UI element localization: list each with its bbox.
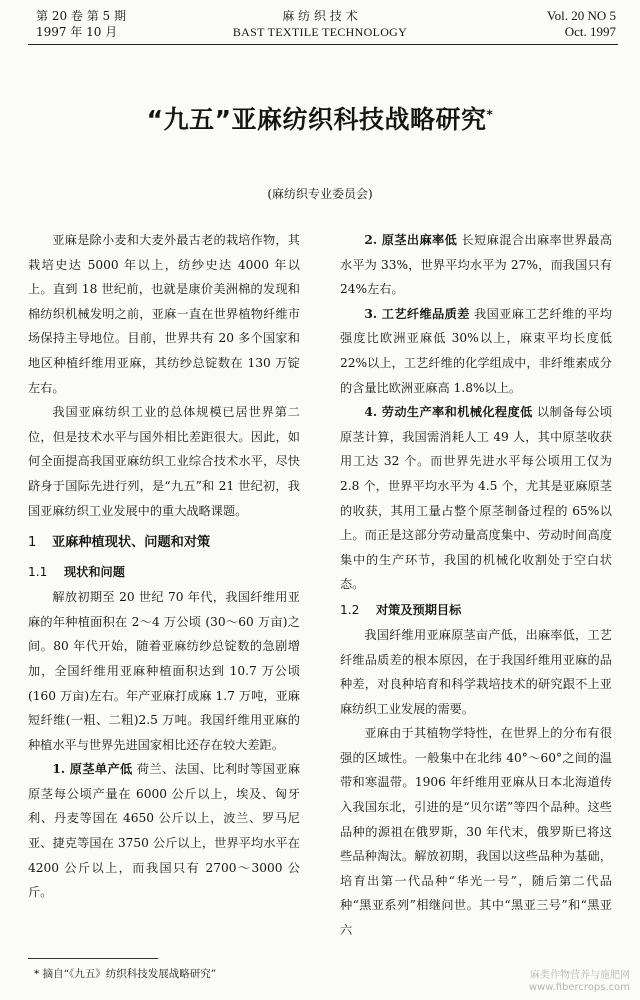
paragraph-fiber-rate bbox=[340, 228, 612, 302]
left-column bbox=[28, 228, 300, 905]
header-rule bbox=[28, 44, 618, 45]
item-lead: 2. 原茎出麻率低 bbox=[364, 233, 458, 247]
item-text: 荷兰、法国、比利时等国亚麻原茎每公顷产量在 6000 公斤以上，埃及、匈牙利、丹麦等国在 4650 公斤以上，波兰、罗马尼亚、捷克等国在 3750 公斤以上，世界平均水平在 4200 公斤以上，而我国只有 2700～3000 公斤。 bbox=[28, 762, 301, 900]
item-text: 以制备每公顷原茎计算，我国需消耗人工 49 人，其中原茎收获用工达 32 个。而世界先进水平每公顷用工仅为 2.8 个，世界平均水平为 4.5 个，尤其是亚麻原茎的收获，其用工量占整个原茎制备过程的 65%以上。而正是这部分劳动量高度集中、劳动时间高度集中的生产环节，我国的机械化收割处于空白状态。 bbox=[340, 405, 613, 592]
watermark-site-name: 麻类作物营养与施肥网 bbox=[530, 970, 630, 981]
paragraph-distribution: 亚麻由于其植物学特性，在世界上的分布有很强的区域性。一般集中在北纬 40°～60°之间的温带和寒温带。1906 年纤维用亚麻从日本北海道传入我国东北，引进的是“贝尔诺”等四个品种。这些品种的源祖在俄罗斯，30 年代末，俄罗斯已将这些品种淘汰。解放初期，我国以这些品种为基础，培育出第一代品种“华光一号”，随后第二代品种“黑亚系列”相继问世。其中“黑亚三号”和“黑亚六 bbox=[340, 726, 612, 938]
section-number: 1 bbox=[28, 535, 37, 551]
subsection-number: 1.2 bbox=[340, 602, 360, 617]
subsection-heading-1-1 bbox=[28, 559, 300, 585]
paragraph-productivity bbox=[340, 400, 612, 597]
item-text: 长短麻混合出麻率世界最高水平为 33%，世界平均水平为 27%，而我国只有 24%左右。 bbox=[340, 233, 613, 297]
right-column bbox=[340, 228, 612, 943]
item-text: 我国亚麻工艺纤维的平均强度比欧洲亚麻低 30%以上，麻束平均长度低 22%以上，工艺纤维的化学组成中，非纤维素成分的含量比欧洲亚麻高 1.8%以上。 bbox=[340, 306, 612, 395]
title-footnote-mark: * bbox=[486, 107, 494, 122]
subsection-title: 现状和问题 bbox=[64, 565, 125, 580]
running-header bbox=[0, 0, 640, 46]
journal-name bbox=[0, 8, 640, 40]
paragraph-yield bbox=[28, 757, 300, 905]
watermark-url: www.fibercrops.com bbox=[528, 982, 630, 993]
journal-name-en: BAST TEXTILE TECHNOLOGY bbox=[232, 25, 408, 39]
paragraph-intro: 亚麻是除小麦和大麦外最古老的栽培作物，其栽培史达 5000 年以上，纺纱史达 4000 年以上。直到 18 世纪前，也就是康价美洲棉的发现和棉纺织机械发明之前，亚麻一直在世界植物纤维市场保持主导地位。目前，世界共有 20 多个国家和地区种植纤维用亚麻，其纺纱总锭数在 130 万锭左右。 bbox=[28, 233, 300, 395]
footnote-rule bbox=[28, 958, 158, 959]
journal-name-cn: 麻 纺 织 技 术 bbox=[282, 9, 358, 23]
volume-issue: 第 20 卷 第 5 期 bbox=[36, 9, 126, 23]
section-heading-1 bbox=[28, 529, 300, 557]
issue-date: 1997 年 10 月 bbox=[36, 25, 118, 39]
item-lead: 3. 工艺纤维品质差 bbox=[364, 306, 470, 321]
paragraph-status: 解放初期至 20 世纪 70 年代，我国纤维用亚麻的年种植面积在 2～4 万公顷 (30～60 万亩)之间。80 年代开始，随着亚麻纺纱总锭数的急剧增加，全国纤维用亚麻种植面积达到 10.7 万公顷(160 万亩)左右。年产亚麻打成麻 1.7 万吨，亚麻短纤维(一粗、二粗)2.5 万吨。我国纤维用亚麻的种植水平与世界先进国家相比还存在较大差距。 bbox=[28, 590, 300, 752]
item-lead: 4. 劳动生产率和机械化程度低 bbox=[364, 405, 533, 420]
article-title-text: “九五”亚麻纺织科技战略研究 bbox=[146, 105, 487, 134]
section-title: 亚麻种植现状、问题和对策 bbox=[52, 535, 211, 551]
subsection-heading-1-2 bbox=[340, 597, 612, 623]
article-title bbox=[0, 100, 640, 136]
issue-date-en: Oct. 1997 bbox=[564, 24, 616, 39]
item-lead: 1. 原茎单产低 bbox=[52, 762, 133, 777]
subsection-title: 对策及预期目标 bbox=[376, 602, 462, 617]
paragraph-causes: 我国纤维用亚麻原茎亩产低，出麻率低，工艺纤维品质差的根本原因，在于我国纤维用亚麻的品种差，对良种培育和科学栽培技术的研究跟不上亚麻纺织工业发展的需要。 bbox=[340, 627, 612, 716]
paragraph-strategy: 我国亚麻纺织工业的总体规模已居世界第二位，但是技术水平与国外相比差距很大。因此，如何全面提高我国亚麻纺织工业综合技术水平，尽快跻身于国际先进行列，是“九五”和 21 世纪初，我国亚麻纺织工业发展中的重大战略课题。 bbox=[28, 405, 300, 518]
site-watermark bbox=[529, 970, 630, 994]
volume-issue-en: Vol. 20 NO 5 bbox=[546, 8, 616, 23]
author-line: (麻纺织专业委员会) bbox=[267, 187, 373, 201]
issue-info-en bbox=[547, 8, 616, 40]
footnote: * 摘自“《九五》纺织科技发展战略研究” bbox=[34, 968, 217, 980]
subsection-number: 1.1 bbox=[28, 565, 48, 580]
paragraph-fiber-quality bbox=[340, 302, 612, 400]
